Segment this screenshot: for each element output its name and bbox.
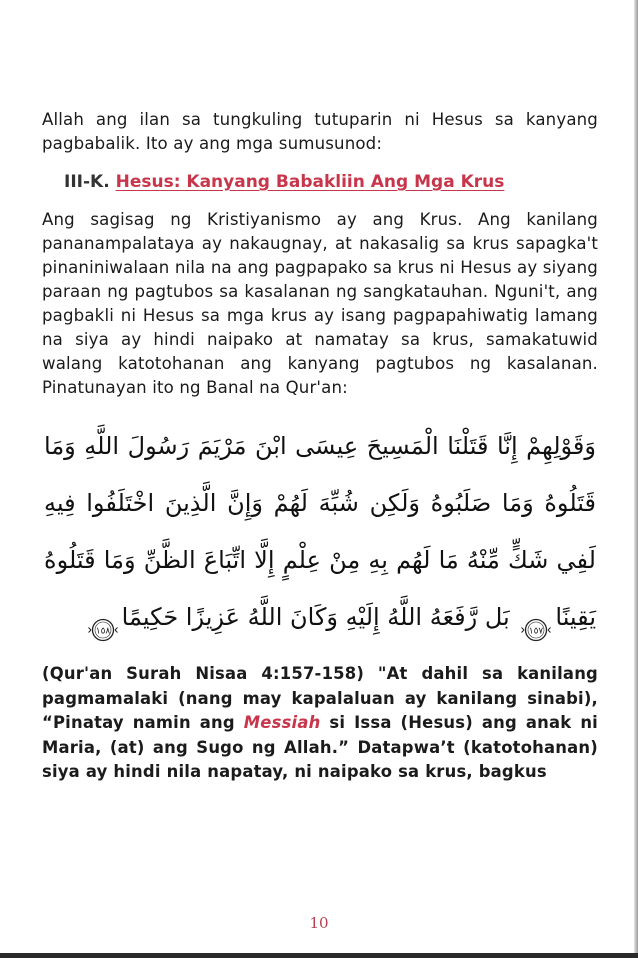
quote-emphasis: Messiah (243, 713, 321, 732)
page-content (42, 108, 598, 785)
page-edge-bottom (0, 953, 638, 958)
body-paragraph: Ang sagisag ng Kristiyanismo ay ang Krus. Ang kanilang pananampalataya ay nakaugnay, at nakasalig sa krus sapagka't pinaniniwalaan nila na ang pagpapako sa krus ni Hesus ay siyang paraan ng pagtubos sa kasalanan ng sangkatauhan. Nguni't, ang pagbakli ni Hesus sa mga krus ay isang pagpapahiwatig lamang na siya ay hindi naipako at namatay sa krus, samakatuwid walang katotohanan ang kanyang pagtubos ng kasalanan. Pinatunayan ito ng Banal na Qur'an: (42, 210, 598, 397)
section-title: Hesus: Kanyang Babakliin Ang Mga Krus (115, 172, 505, 192)
page-edge-shadow (634, 0, 638, 958)
ayah-marker-icon (88, 606, 118, 637)
ayah-marker-icon (521, 606, 551, 637)
quote-text-start: (Qur'an Surah Nisaa 4:157-158) "At dahil sa kanilang pagmamalaki (nang may kapalaluan ay kanilang sinabi), “Pinatay namin ang (42, 664, 598, 732)
ayah-marker-158: ١٥٨ (95, 626, 110, 637)
arabic-verse-157: وَقَوْلِهِمْ إِنَّا قَتَلْنَا الْمَسِيحَ عِيسَى ابْنَ مَرْيَمَ رَسُولَ اللَّهِ وَمَا قَتَلُوهُ وَمَا صَلَبُوهُ وَلَكِن شُبِّهَ لَهُمْ وَإِنَّ الَّذِينَ اخْتَلَفُوا فِيهِ لَفِي شَكٍّ مِّنْهُ مَا لَهُم بِهِ مِنْ عِلْمٍ إِلَّا اتِّبَاعَ الظَّنِّ وَمَا قَتَلُوهُ يَقِينًا (44, 432, 596, 631)
intro-paragraph: Allah ang ilan sa tungkuling tutuparin ni Hesus sa kanyang pagbabalik. Ito ay ang mga sumusunod: (42, 110, 598, 153)
quote-paragraph (42, 662, 598, 785)
arabic-verse-block (42, 418, 598, 646)
section-number: III-K. (64, 172, 110, 192)
section-heading (64, 170, 598, 194)
quote-text-end: si Issa (Hesus) ang anak ni Maria, (at) ang Sugo ng Allah.” Datapwa’t (katotohanan) siya ay hindi nila napatay, ni naipako sa krus, bagkus (42, 713, 599, 781)
ayah-marker-157: ١٥٧ (529, 626, 544, 637)
arabic-verse-158: بَل رَّفَعَهُ اللَّهُ إِلَيْهِ وَكَانَ اللَّهُ عَزِيزًا حَكِيمًا (121, 603, 510, 631)
page-number: 10 (309, 914, 329, 932)
